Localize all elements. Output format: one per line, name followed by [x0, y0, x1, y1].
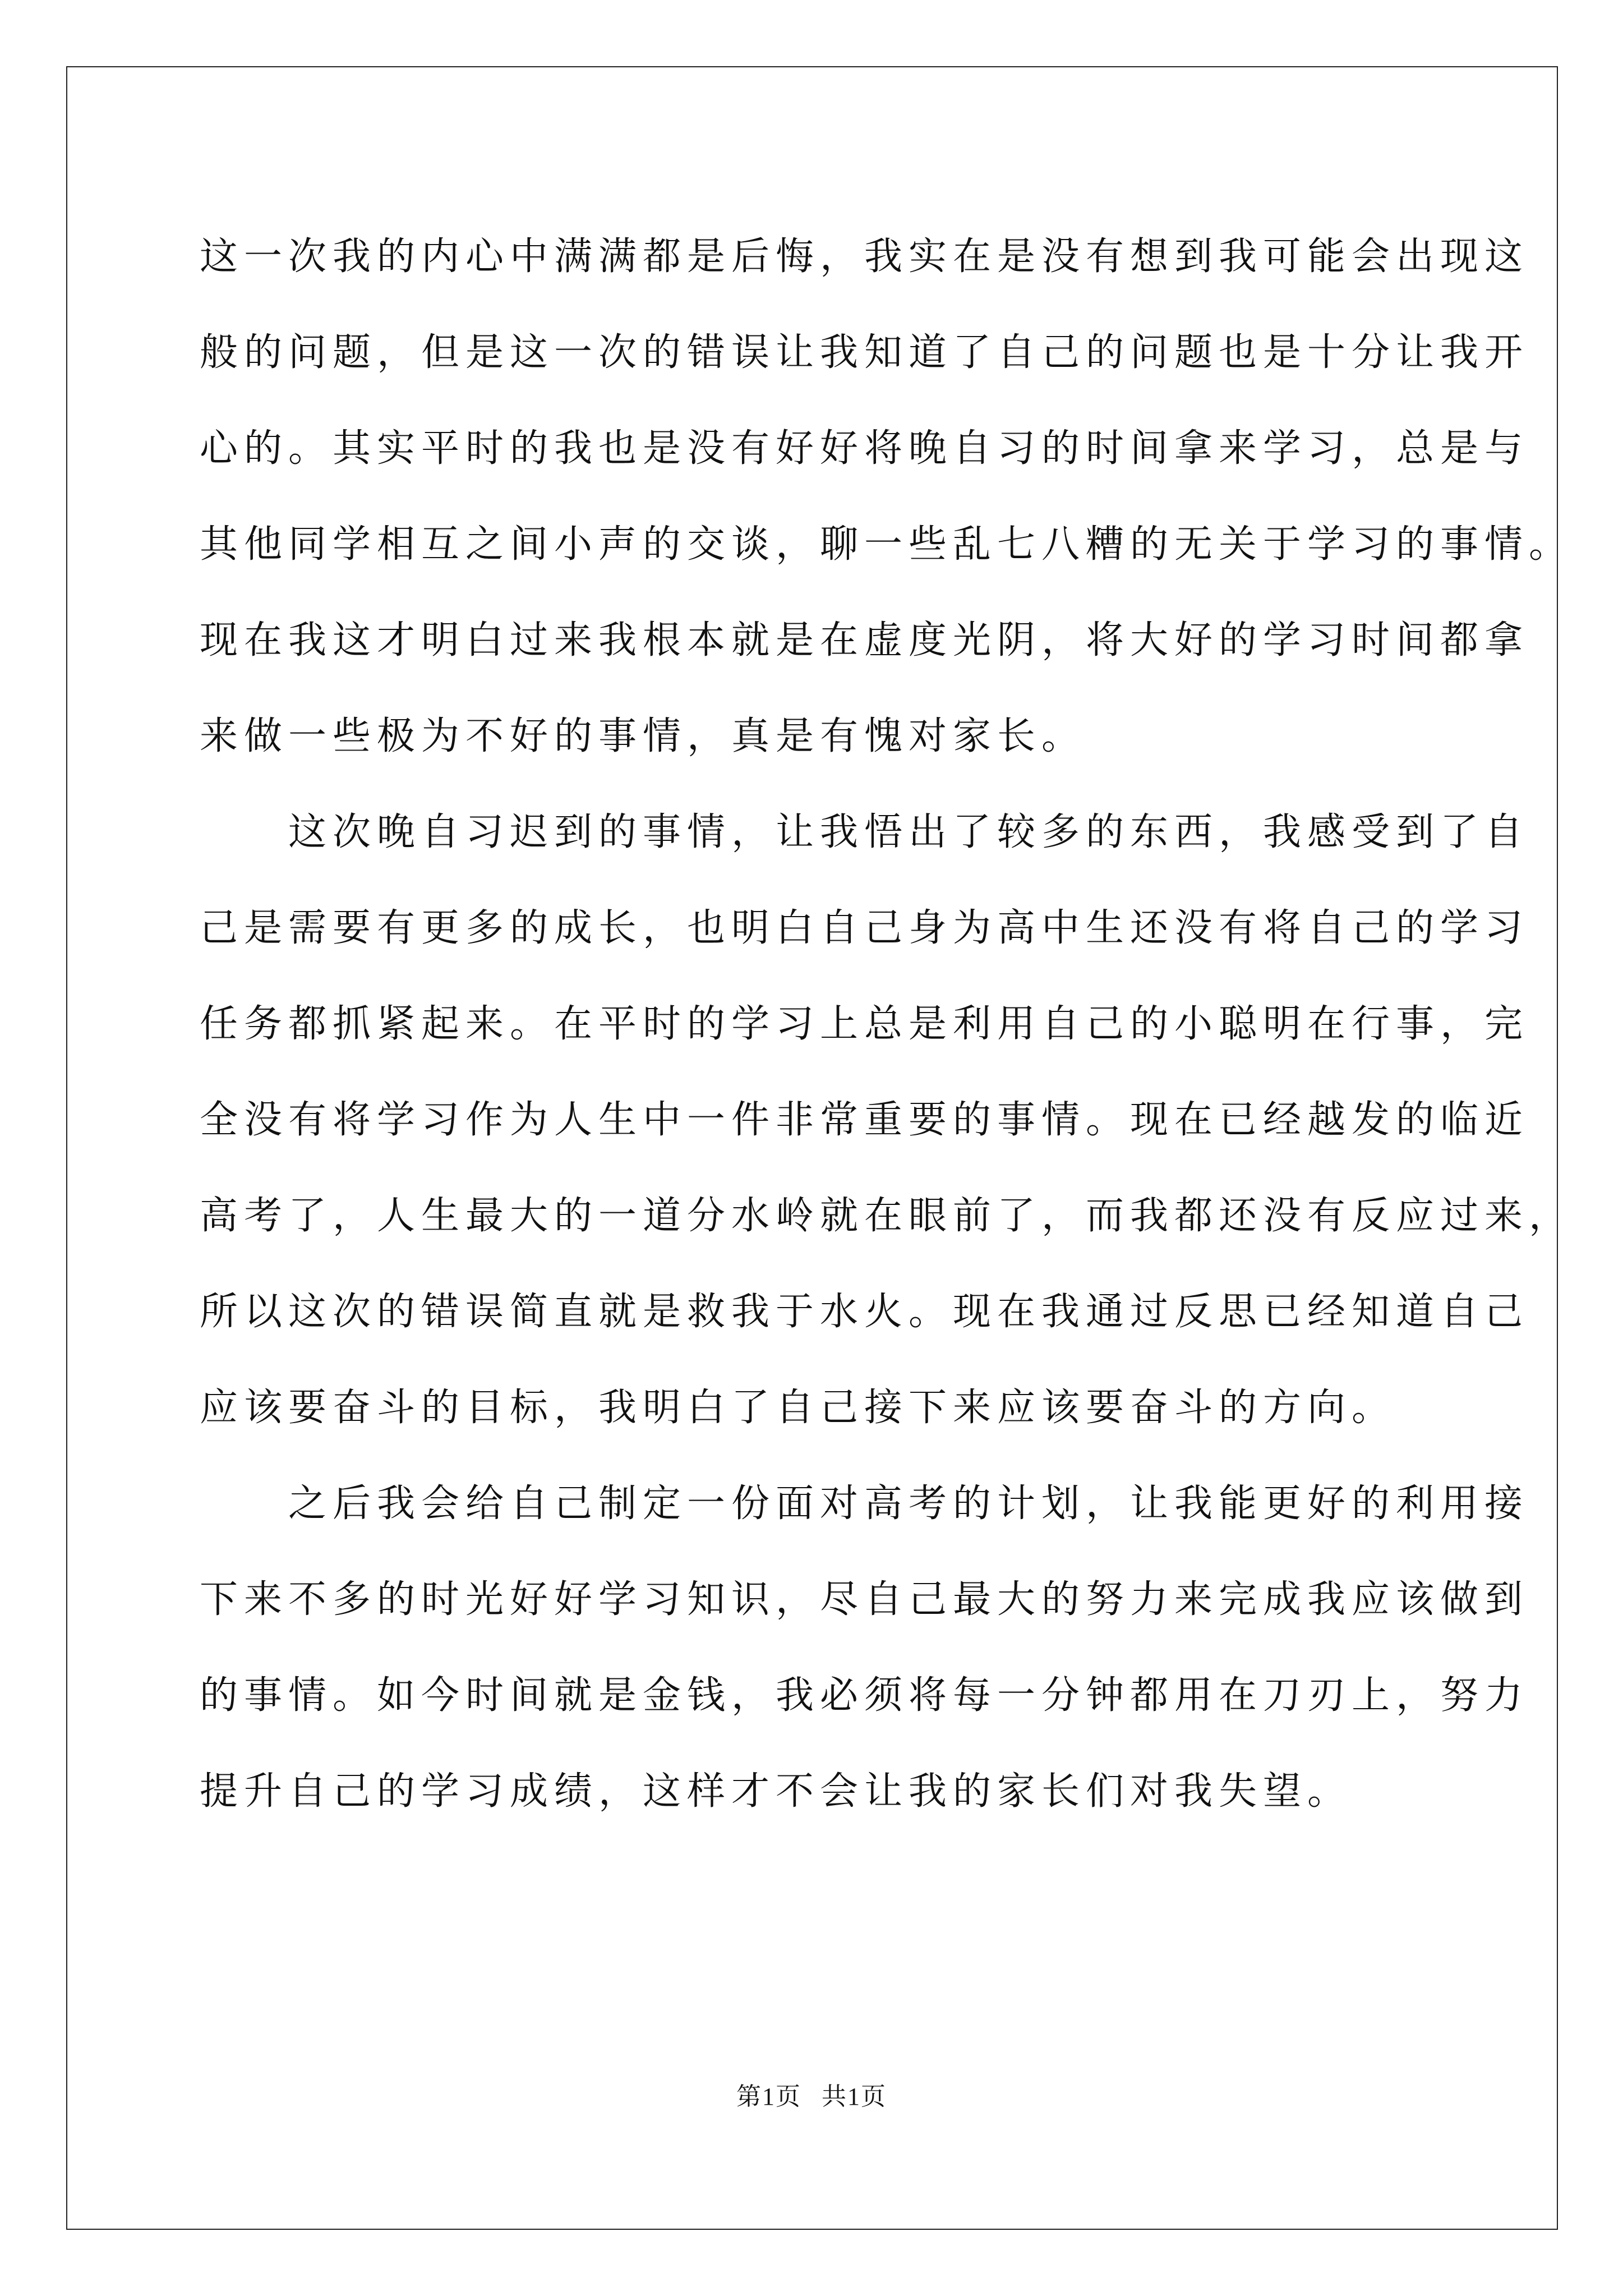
text-line: 现在我这才明白过来我根本就是在虚度光阴，将大好的学习时间都拿 — [200, 618, 1529, 662]
text-line: 般的问题，但是这一次的错误让我知道了自己的问题也是十分让我开 — [200, 330, 1529, 375]
document-body — [200, 209, 1574, 1839]
text-line: 心的。其实平时的我也是没有好好将晚自习的时间拿来学习，总是与 — [200, 426, 1529, 471]
text-line: 这一次我的内心中满满都是后悔，我实在是没有想到我可能会出现这 — [200, 234, 1529, 279]
page-total: 共1页 — [822, 2083, 887, 2110]
text-line: 来做一些极为不好的事情，真是有愧对家长。 — [200, 714, 1086, 758]
text-line: 己是需要有更多的成长，也明白自己身为高中生还没有将自己的学习 — [200, 906, 1529, 950]
text-line: 全没有将学习作为人生中一件非常重要的事情。现在已经越发的临近 — [200, 1098, 1529, 1142]
text-line: 其他同学相互之间小声的交谈，聊一些乱七八糟的无关于学习的事情。 — [200, 522, 1574, 567]
text-line: 下来不多的时光好好学习知识，尽自己最大的努力来完成我应该做到 — [200, 1577, 1529, 1622]
page-number: 第1页 — [736, 2083, 801, 2110]
text-line: 这次晚自习迟到的事情，让我悟出了较多的东西，我感受到了自 — [200, 810, 1529, 854]
text-line: 之后我会给自己制定一份面对高考的计划，让我能更好的利用接 — [200, 1481, 1529, 1526]
text-line: 高考了，人生最大的一道分水岭就在眼前了，而我都还没有反应过来， — [200, 1194, 1574, 1238]
text-line: 提升自己的学习成绩，这样才不会让我的家长们对我失望。 — [200, 1769, 1352, 1814]
text-line: 所以这次的错误简直就是救我于水火。现在我通过反思已经知道自己 — [200, 1290, 1529, 1334]
text-line: 的事情。如今时间就是金钱，我必须将每一分钟都用在刀刃上，努力 — [200, 1673, 1529, 1718]
text-line: 任务都抓紧起来。在平时的学习上总是利用自己的小聪明在行事，完 — [200, 1002, 1529, 1046]
paragraph-3 — [200, 1456, 1529, 1839]
text-line: 应该要奋斗的目标，我明白了自己接下来应该要奋斗的方向。 — [200, 1386, 1396, 1430]
paragraph-2 — [200, 784, 1574, 1456]
paragraph-1 — [200, 209, 1574, 784]
page-footer — [0, 2080, 1623, 2114]
